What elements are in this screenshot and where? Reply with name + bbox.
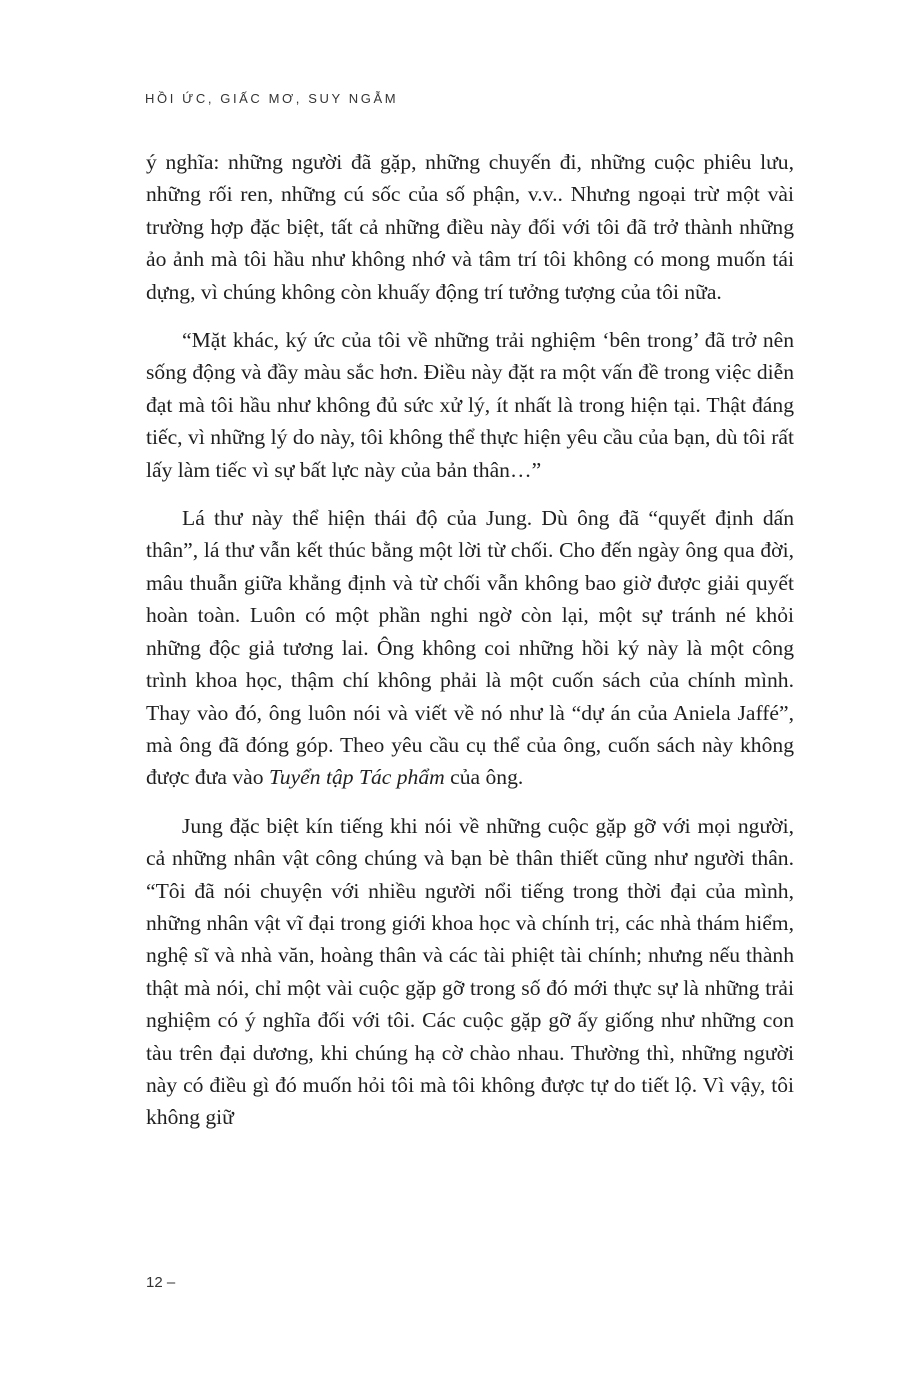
paragraph-continued — [146, 146, 794, 308]
paragraph-quote — [146, 324, 794, 486]
book-title-italic: Tuyển tập Tác phẩm — [268, 765, 445, 790]
running-head: HỒI ỨC, GIẤC MƠ, SUY NGẪM — [145, 91, 399, 106]
paragraph-text: Jung đặc biệt kín tiếng khi nói về những cuộc gặp gỡ với mọi người, cả những nhân vật công chúng và bạn bè thân thiết cũng như người thân. “Tôi đã nói chuyện với nhiều người nổi tiếng trong thời đại của mình, những nhân vật vĩ đại trong giới khoa học và chính trị, các nhà thám hiểm, nghệ sĩ và nhà văn, hoàng thân và các tài phiệt tài chính; nhưng nếu thành thật mà nói, chỉ một vài cuộc gặp gỡ trong số đó mới thực sự là những trải nghiệm có ý nghĩa đối với tôi. Các cuộc gặp gỡ ấy giống như những con tàu trên đại dương, khi chúng hạ cờ chào nhau. Thường thì, những người này có điều gì đó muốn hỏi tôi mà tôi không được tự do tiết lộ. Vì vậy, tôi không giữ — [146, 813, 794, 1130]
paragraph-text: “Mặt khác, ký ức của tôi về những trải nghiệm ‘bên trong’ đã trở nên sống động và đầy màu sắc hơn. Điều này đặt ra một vấn đề trong việc diễn đạt mà tôi hầu như không đủ sức xử lý, ít nhất là trong hiện tại. Thật đáng tiếc, vì những lý do này, tôi không thể thực hiện yêu cầu của bạn, dù tôi rất lấy làm tiếc vì sự bất lực này của bản thân…” — [146, 328, 794, 482]
paragraph-letter-attitude — [146, 502, 794, 794]
paragraph-text: Lá thư này thể hiện thái độ của Jung. Dù ông đã “quyết định dấn thân”, lá thư vẫn kết thúc bằng một lời từ chối. Cho đến ngày ông qua đời, mâu thuẫn giữa khẳng định và từ chối vẫn không bao giờ được giải quyết hoàn toàn. Luôn có một phần nghi ngờ còn lại, một sự tránh né khỏi những độc giả tương lai. Ông không coi những hồi ký này là một công trình khoa học, thậm chí không phải là một cuốn sách của chính mình. Thay vào đó, ông luôn nói và viết về nó như là “dự án của Aniela Jaffé”, mà ông đã đóng góp. Theo yêu cầu cụ thể của ông, cuốn sách này không được đưa vào — [146, 506, 794, 790]
page-number: 12 – — [146, 1274, 176, 1291]
paragraph-encounters — [146, 810, 794, 1134]
paragraph-text: ý nghĩa: những người đã gặp, những chuyến đi, những cuộc phiêu lưu, những rối ren, những cú sốc của số phận, v.v.. Nhưng ngoại trừ một vài trường hợp đặc biệt, tất cả những điều này đối với tôi đã trở thành những ảo ảnh mà tôi hầu như không nhớ và tâm trí tôi không có mong muốn tái dựng, vì chúng không còn khuấy động trí tưởng tượng của tôi nữa. — [146, 150, 794, 304]
body-text — [146, 146, 794, 1150]
paragraph-text: của ông. — [444, 765, 524, 790]
